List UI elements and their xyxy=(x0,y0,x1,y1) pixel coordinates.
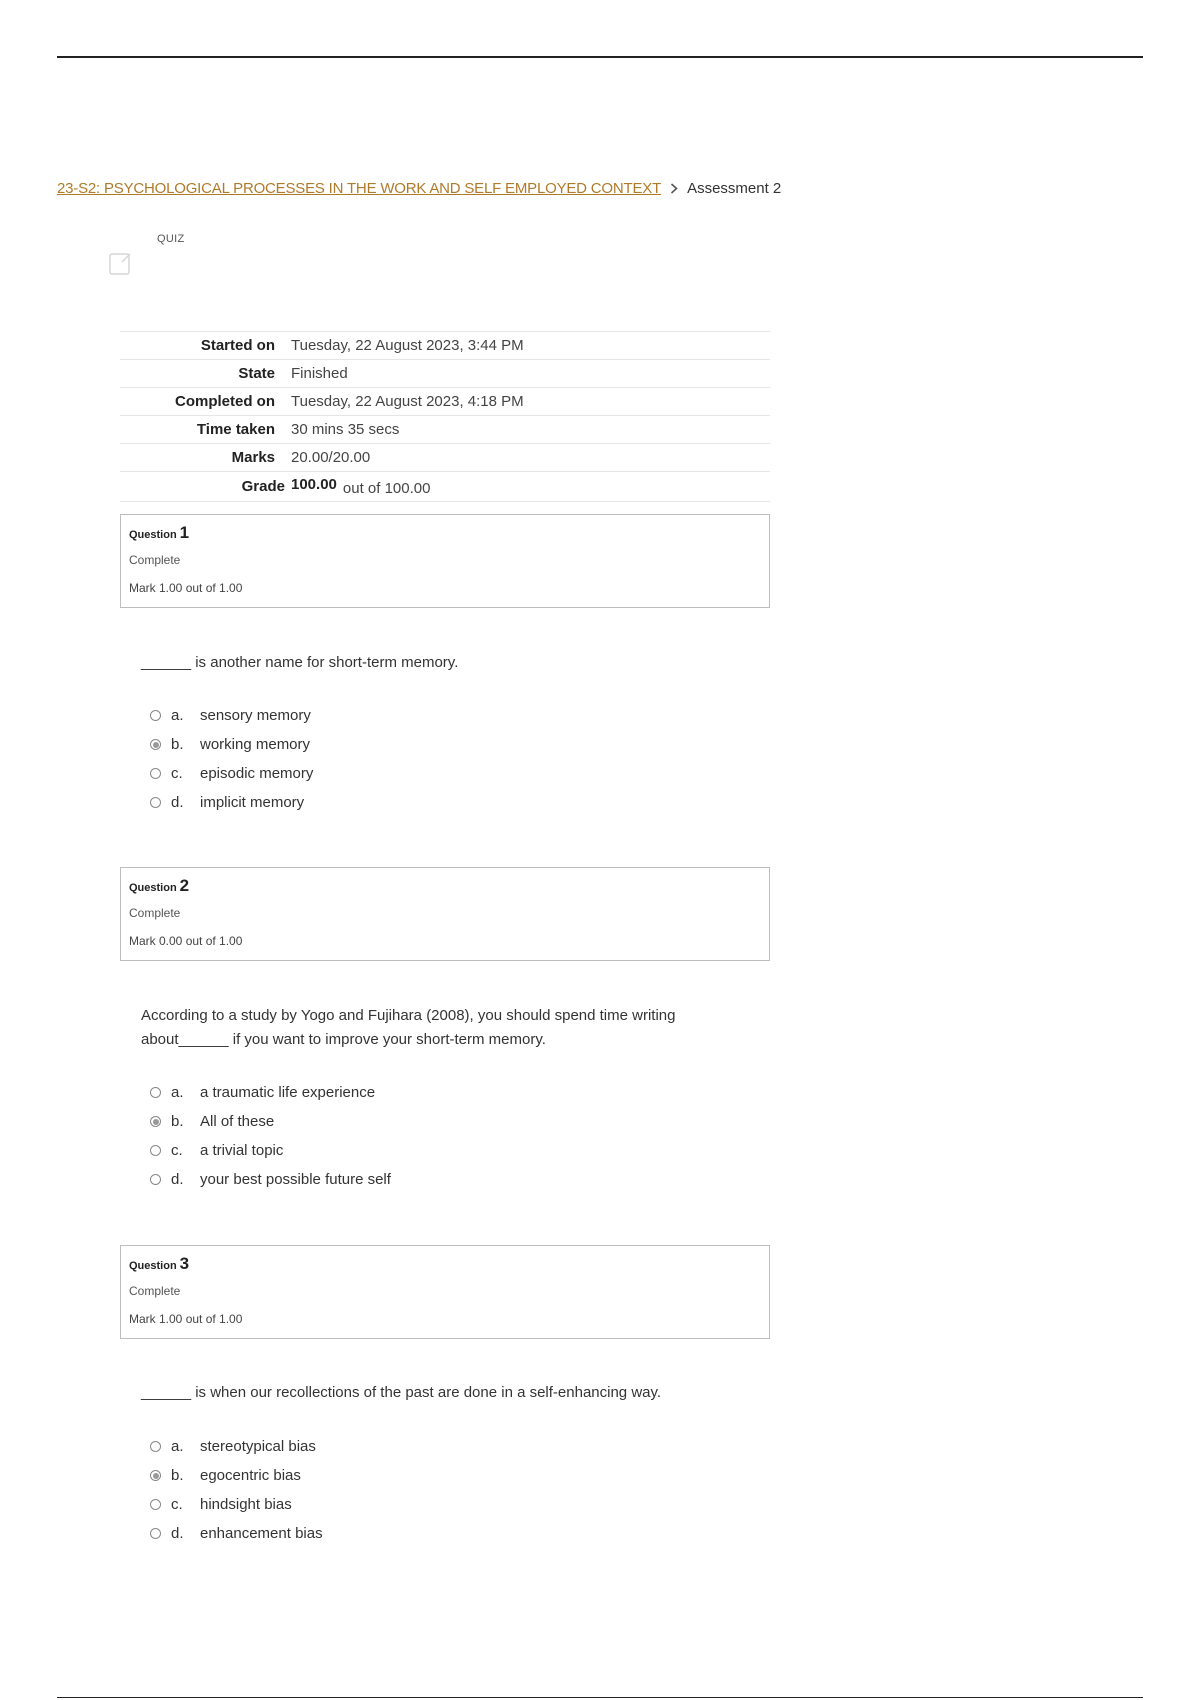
question-state: Complete xyxy=(129,1284,181,1298)
question-number: Question 1 xyxy=(129,523,190,542)
answer-list xyxy=(150,1078,391,1194)
question-info-box xyxy=(120,514,770,608)
quiz-icon xyxy=(108,250,134,276)
answer-option[interactable]: b. All of these xyxy=(150,1107,391,1136)
summary-row xyxy=(120,332,770,360)
summary-value: Finished xyxy=(291,365,348,382)
radio-button[interactable] xyxy=(150,768,161,779)
chevron-right-icon xyxy=(670,183,678,194)
radio-button[interactable] xyxy=(150,1441,161,1452)
answer-option[interactable]: b. egocentric bias xyxy=(150,1461,323,1490)
question-info-box xyxy=(120,1245,770,1339)
summary-label: Marks xyxy=(231,449,275,466)
question-state: Complete xyxy=(129,906,181,920)
question-info-box xyxy=(120,867,770,961)
summary-label: Started on xyxy=(200,337,275,354)
summary-row xyxy=(120,388,770,416)
summary-row xyxy=(120,444,770,472)
breadcrumb xyxy=(57,180,781,197)
question-mark: Mark 1.00 out of 1.00 xyxy=(129,581,243,595)
question-number: Question 3 xyxy=(129,1254,190,1273)
radio-button[interactable] xyxy=(150,1499,161,1510)
radio-button[interactable] xyxy=(150,1470,161,1481)
summary-value: Tuesday, 22 August 2023, 4:18 PM xyxy=(291,393,524,410)
grade-row xyxy=(120,472,770,502)
attempt-summary-table xyxy=(120,331,770,502)
grade-value: 100.00 xyxy=(291,476,337,493)
question-text: ______ is when our recollections of the past are done in a self-enhancing way. xyxy=(141,1384,662,1401)
bottom-rule xyxy=(57,1697,1143,1698)
question-number: Question 2 xyxy=(129,876,190,895)
answer-option[interactable]: b. working memory xyxy=(150,730,313,759)
summary-value: 20.00/20.00 xyxy=(291,449,371,466)
summary-value: Tuesday, 22 August 2023, 3:44 PM xyxy=(291,337,524,354)
radio-button[interactable] xyxy=(150,1528,161,1539)
summary-value: 30 mins 35 secs xyxy=(291,421,400,438)
radio-button[interactable] xyxy=(150,1174,161,1185)
grade-label: Grade xyxy=(241,478,285,495)
radio-button[interactable] xyxy=(150,739,161,750)
radio-button[interactable] xyxy=(150,1116,161,1127)
question-state: Complete xyxy=(129,553,181,567)
answer-list xyxy=(150,701,313,817)
answer-option[interactable]: c. a trivial topic xyxy=(150,1136,391,1165)
radio-button[interactable] xyxy=(150,710,161,721)
radio-button[interactable] xyxy=(150,1145,161,1156)
summary-label: Time taken xyxy=(196,421,275,438)
breadcrumb-course-link[interactable]: 23-S2: PSYCHOLOGICAL PROCESSES IN THE WORK AND SELF EMPLOYED CONTEXT xyxy=(57,180,662,197)
answer-option[interactable]: c. hindsight bias xyxy=(150,1490,323,1519)
question-text: ______ is another name for short-term memory. xyxy=(141,654,459,671)
answer-option[interactable]: a. stereotypical bias xyxy=(150,1432,323,1461)
question-mark: Mark 1.00 out of 1.00 xyxy=(129,1312,243,1326)
answer-option[interactable]: a. a traumatic life experience xyxy=(150,1078,391,1107)
question-text: According to a study by Yogo and Fujihara (2008), you should spend time writing about______ if you want to improve your short-term memory. xyxy=(141,1007,676,1048)
answer-option[interactable]: d. enhancement bias xyxy=(150,1519,323,1548)
answer-option[interactable]: a. sensory memory xyxy=(150,701,313,730)
answer-option[interactable]: d. your best possible future self xyxy=(150,1165,391,1194)
top-rule xyxy=(57,56,1143,58)
radio-button[interactable] xyxy=(150,1087,161,1098)
summary-row xyxy=(120,360,770,388)
breadcrumb-current: Assessment 2 xyxy=(687,180,782,197)
summary-row xyxy=(120,416,770,444)
summary-label: Completed on xyxy=(175,393,275,410)
summary-label: State xyxy=(238,365,275,382)
radio-button[interactable] xyxy=(150,797,161,808)
answer-list xyxy=(150,1432,323,1548)
answer-option[interactable]: d. implicit memory xyxy=(150,788,313,817)
answer-option[interactable]: c. episodic memory xyxy=(150,759,313,788)
grade-suffix: out of 100.00 xyxy=(342,480,431,497)
question-mark: Mark 0.00 out of 1.00 xyxy=(129,934,243,948)
activity-type-label: QUIZ xyxy=(157,233,185,245)
